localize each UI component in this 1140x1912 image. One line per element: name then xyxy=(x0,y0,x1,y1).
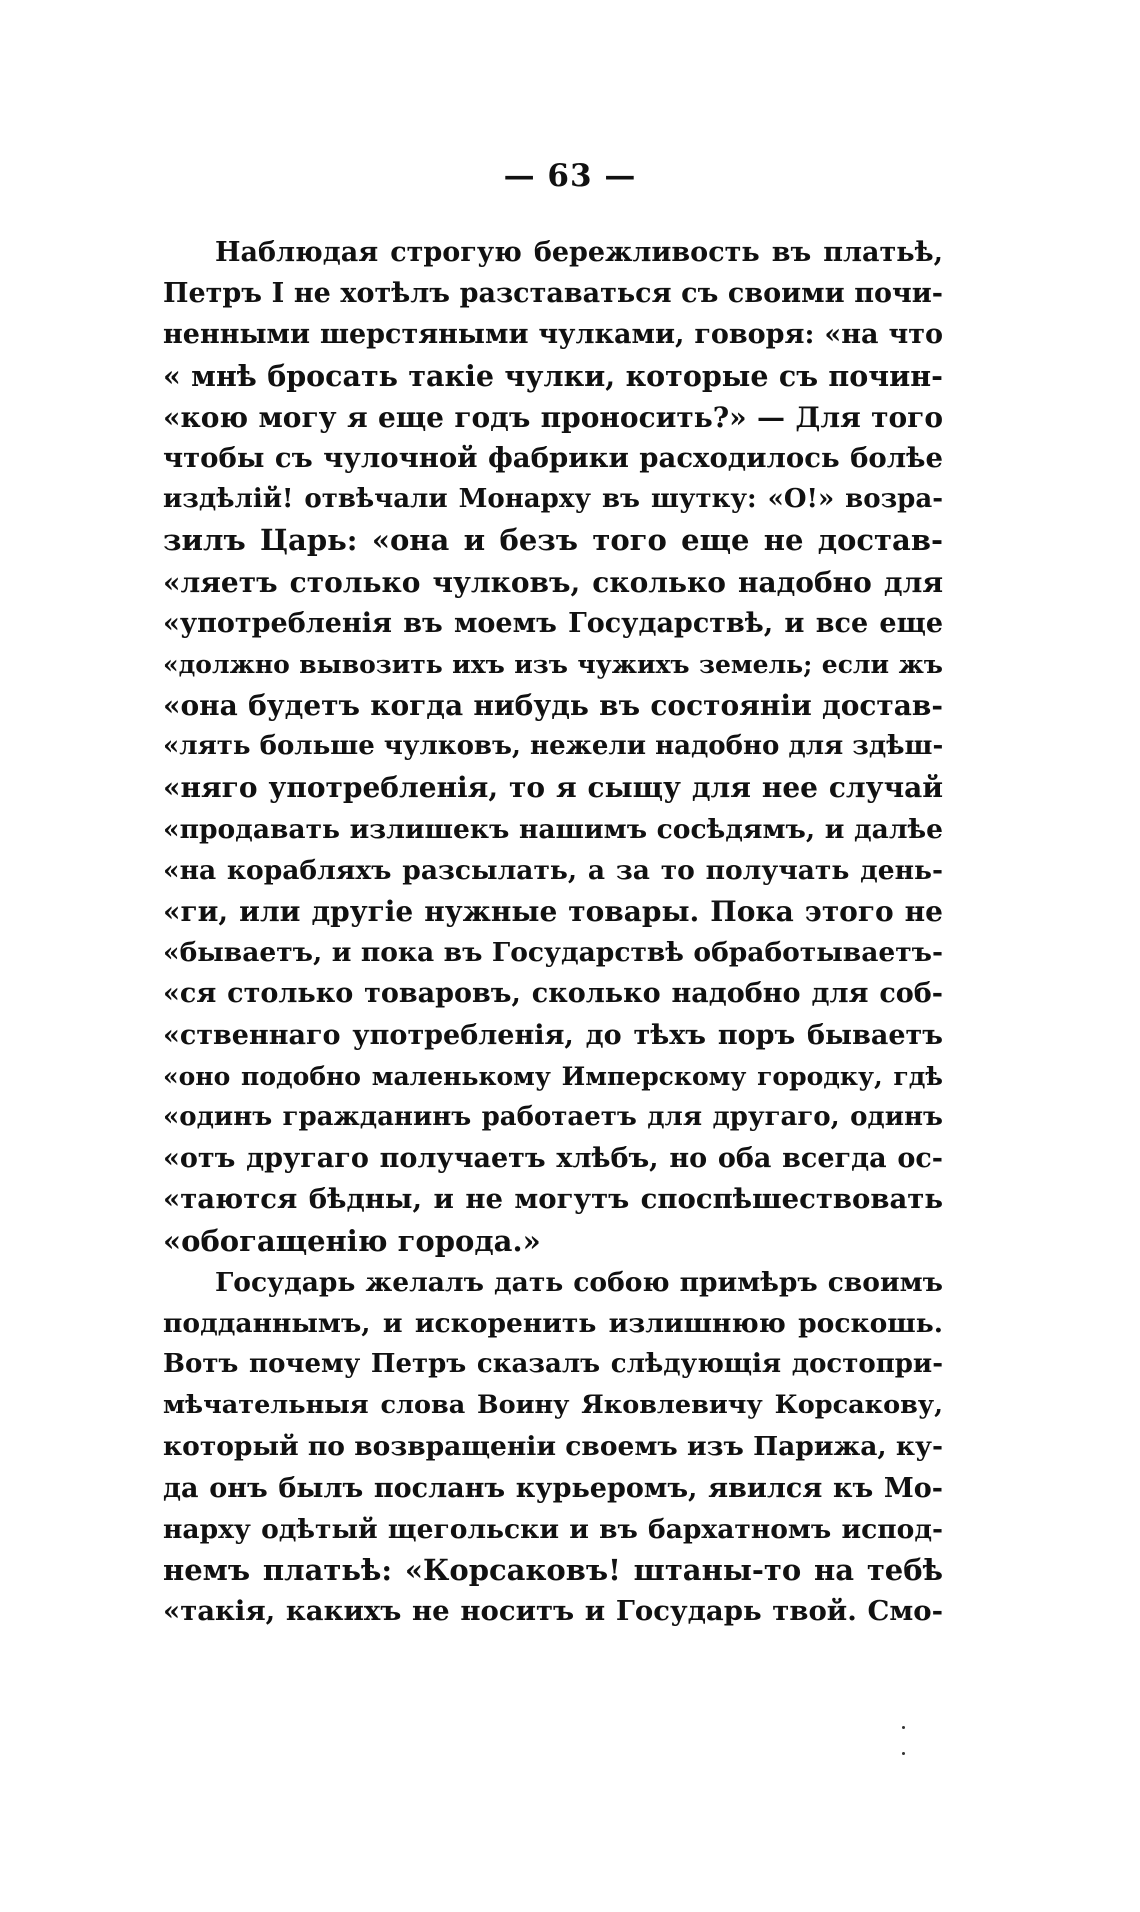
text-line: «должно вывозить ихъ изъ чужихъ земель; если жъ xyxy=(163,649,943,679)
text-line: «ляетъ столько чулковъ, сколько надобно для xyxy=(163,565,943,599)
text-line: мѣчательныя слова Воину Яковлевичу Корсакову, xyxy=(163,1390,943,1421)
text-line: «употребленія въ моемъ Государствѣ, и все еще xyxy=(163,607,943,639)
text-line: ненными шерстяными чулками, говоря: «на что xyxy=(163,319,943,351)
text-line: чтобы съ чулочной фабрики расходилось болѣе xyxy=(163,441,943,474)
text-line: «кою могу я еще годъ проносить?» — Для того xyxy=(163,400,943,434)
text-line: Государь желалъ дать собою примѣръ своимъ xyxy=(215,1266,943,1298)
text-line: «ственнаго употребленія, до тѣхъ поръ бываетъ xyxy=(163,1019,943,1051)
speck xyxy=(902,1752,905,1755)
text-line: Петръ I не хотѣлъ разставаться съ своими почи- xyxy=(163,278,943,310)
body-text xyxy=(163,232,943,1632)
text-line: «таются бѣдны, и не могутъ споспѣшествовать xyxy=(163,1183,943,1216)
text-line: немъ платьѣ: «Корсаковъ! штаны-то на тебѣ xyxy=(163,1553,943,1587)
text-line: «няго употребленія, то я сыщу для нее случай xyxy=(163,771,943,805)
text-line: «отъ другаго получаетъ хлѣбъ, но оба всегда ос- xyxy=(163,1143,943,1175)
text-line: нарху одѣтый щегольски и въ бархатномъ испод- xyxy=(163,1513,943,1545)
text-line: «одинъ гражданинъ работаетъ для другаго, одинъ xyxy=(163,1101,943,1132)
text-line: «ся столько товаровъ, сколько надобно для соб- xyxy=(163,978,943,1010)
text-line: зилъ Царь: «она и безъ того еще не достав- xyxy=(163,523,943,558)
text-line: Вотъ почему Петръ сказалъ слѣдующія достопри- xyxy=(163,1349,943,1380)
text-line: Наблюдая строгую бережливость въ платьѣ, xyxy=(215,237,943,268)
text-line: «на корабляхъ разсылать, а за то получать день- xyxy=(163,854,943,886)
text-line: издѣлій! отвѣчали Монарху въ шутку: «О!» возра- xyxy=(163,484,943,515)
text-line: «такія, какихъ не носитъ и Государь твой. Смо- xyxy=(163,1595,943,1628)
page-number: — 63 — xyxy=(503,158,637,194)
text-line: «бываетъ, и пока въ Государствѣ обработываетъ- xyxy=(163,937,943,969)
text-line: который по возвращеніи своемъ изъ Парижа, ку- xyxy=(163,1431,943,1463)
text-line: «оно подобно маленькому Имперскому городку, гдѣ xyxy=(163,1061,943,1091)
text-line: «она будетъ когда нибудь въ состояніи достав- xyxy=(163,689,943,723)
text-line: подданнымъ, и искоренить излишнюю роскошь. xyxy=(163,1307,943,1339)
speck xyxy=(902,1726,905,1729)
text-line: да онъ былъ посланъ курьеромъ, явился къ Мо- xyxy=(163,1472,943,1504)
text-line: « мнѣ бросать такіе чулки, которые съ почин- xyxy=(163,358,943,393)
print-specks xyxy=(902,1720,908,1780)
text-line: «ги, или другіе нужные товары. Пока этого не xyxy=(163,895,943,928)
text-line: «лять больше чулковъ, нежели надобно для здѣш- xyxy=(163,731,943,762)
text-line: «обогащенію города.» xyxy=(163,1223,541,1258)
text-line: «продавать излишекъ нашимъ сосѣдямъ, и далѣе xyxy=(163,813,943,845)
